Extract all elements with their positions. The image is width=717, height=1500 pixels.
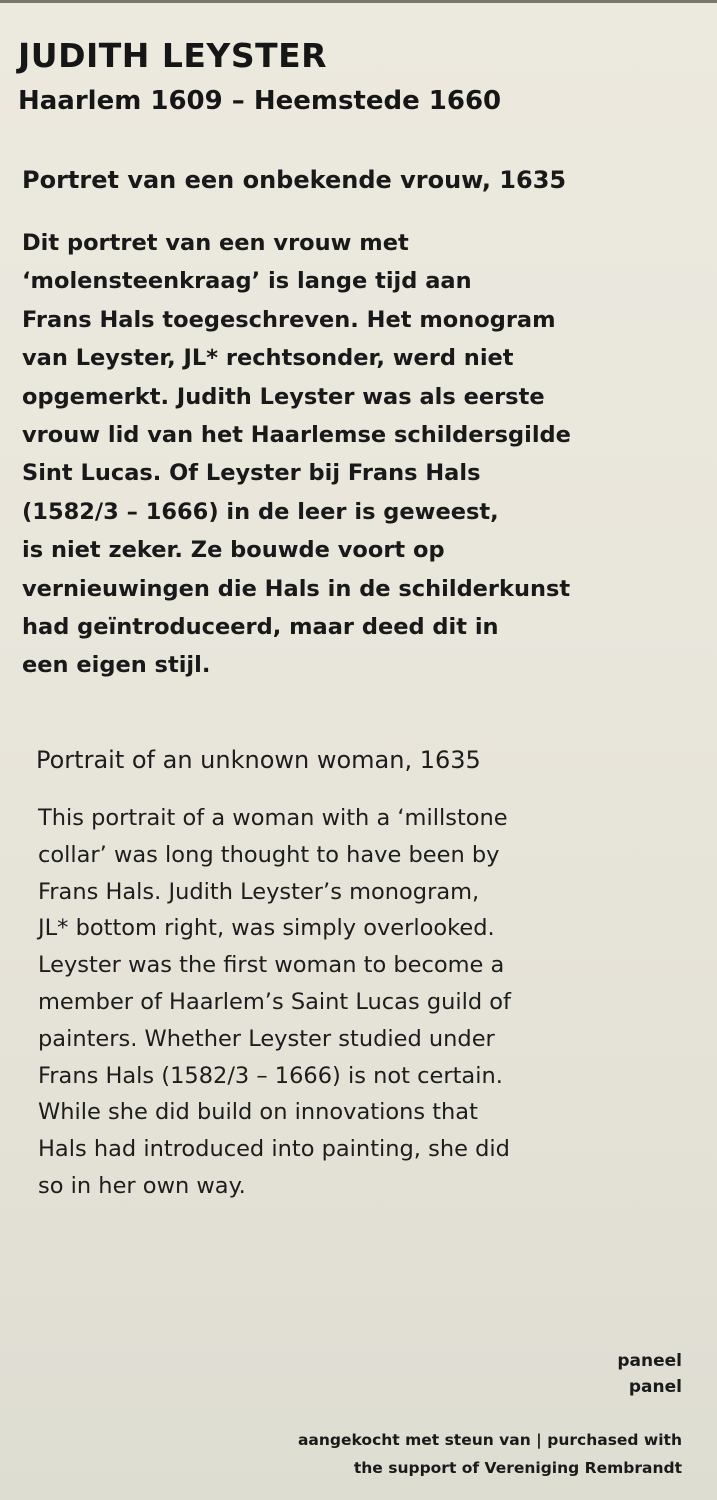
dutch-line: ‘molensteenkraag’ is lange tijd aan: [22, 268, 472, 295]
dutch-line: van Leyster, JL* rechtsonder, werd niet: [22, 345, 514, 372]
medium-english: panel: [628, 1377, 682, 1397]
dutch-title: Portret van een onbekende vrouw, 1635: [22, 166, 567, 194]
dutch-line: vernieuwingen die Hals in de schilderkunst: [22, 575, 571, 602]
credit-line-1: aangekocht met steun van | purchased with: [297, 1431, 682, 1449]
dutch-line: is niet zeker. Ze bouwde voort op: [22, 537, 445, 564]
dutch-line: had geïntroduceerd, maar deed dit in: [22, 614, 499, 641]
credit-line-2: the support of Vereniging Rembrandt: [353, 1459, 682, 1477]
english-line: Hals had introduced into painting, she did: [38, 1136, 510, 1163]
medium-info: [617, 1348, 682, 1400]
dutch-line: Dit portret van een vrouw met: [22, 230, 409, 256]
english-line: While she did build on innovations that: [38, 1099, 478, 1126]
english-line: Frans Hals. Judith Leyster’s monogram,: [38, 878, 480, 905]
medium-dutch: paneel: [617, 1351, 682, 1371]
english-line: so in her own way.: [38, 1172, 246, 1199]
english-line: Leyster was the first woman to become a: [38, 952, 505, 979]
english-line: member of Haarlem’s Saint Lucas guild of: [38, 988, 511, 1015]
card-top-edge: [0, 0, 717, 3]
english-title: Portrait of an unknown woman, 1635: [36, 746, 481, 774]
english-line: Frans Hals (1582/3 – 1666) is not certain.: [38, 1062, 503, 1089]
english-line: collar’ was long thought to have been by: [38, 841, 500, 868]
dutch-line: (1582/3 – 1666) in de leer is geweest,: [22, 498, 499, 525]
artist-dates: Haarlem 1609 – Heemstede 1660: [18, 86, 502, 116]
artist-name: JUDITH LEYSTER: [18, 36, 328, 75]
dutch-line: Sint Lucas. Of Leyster bij Frans Hals: [22, 460, 481, 487]
acquisition-credit: [298, 1426, 682, 1482]
dutch-line: opgemerkt. Judith Leyster was als eerste: [22, 383, 545, 410]
dutch-line: vrouw lid van het Haarlemse schildersgilde: [22, 422, 571, 449]
dutch-description: [22, 224, 662, 685]
english-line: This portrait of a woman with a ‘millstone: [38, 805, 508, 831]
dutch-line: een eigen stijl.: [22, 652, 211, 679]
english-line: JL* bottom right, was simply overlooked.: [38, 915, 495, 942]
english-description: [38, 800, 678, 1205]
dutch-line: Frans Hals toegeschreven. Het monogram: [22, 306, 556, 333]
english-line: painters. Whether Leyster studied under: [38, 1025, 495, 1052]
